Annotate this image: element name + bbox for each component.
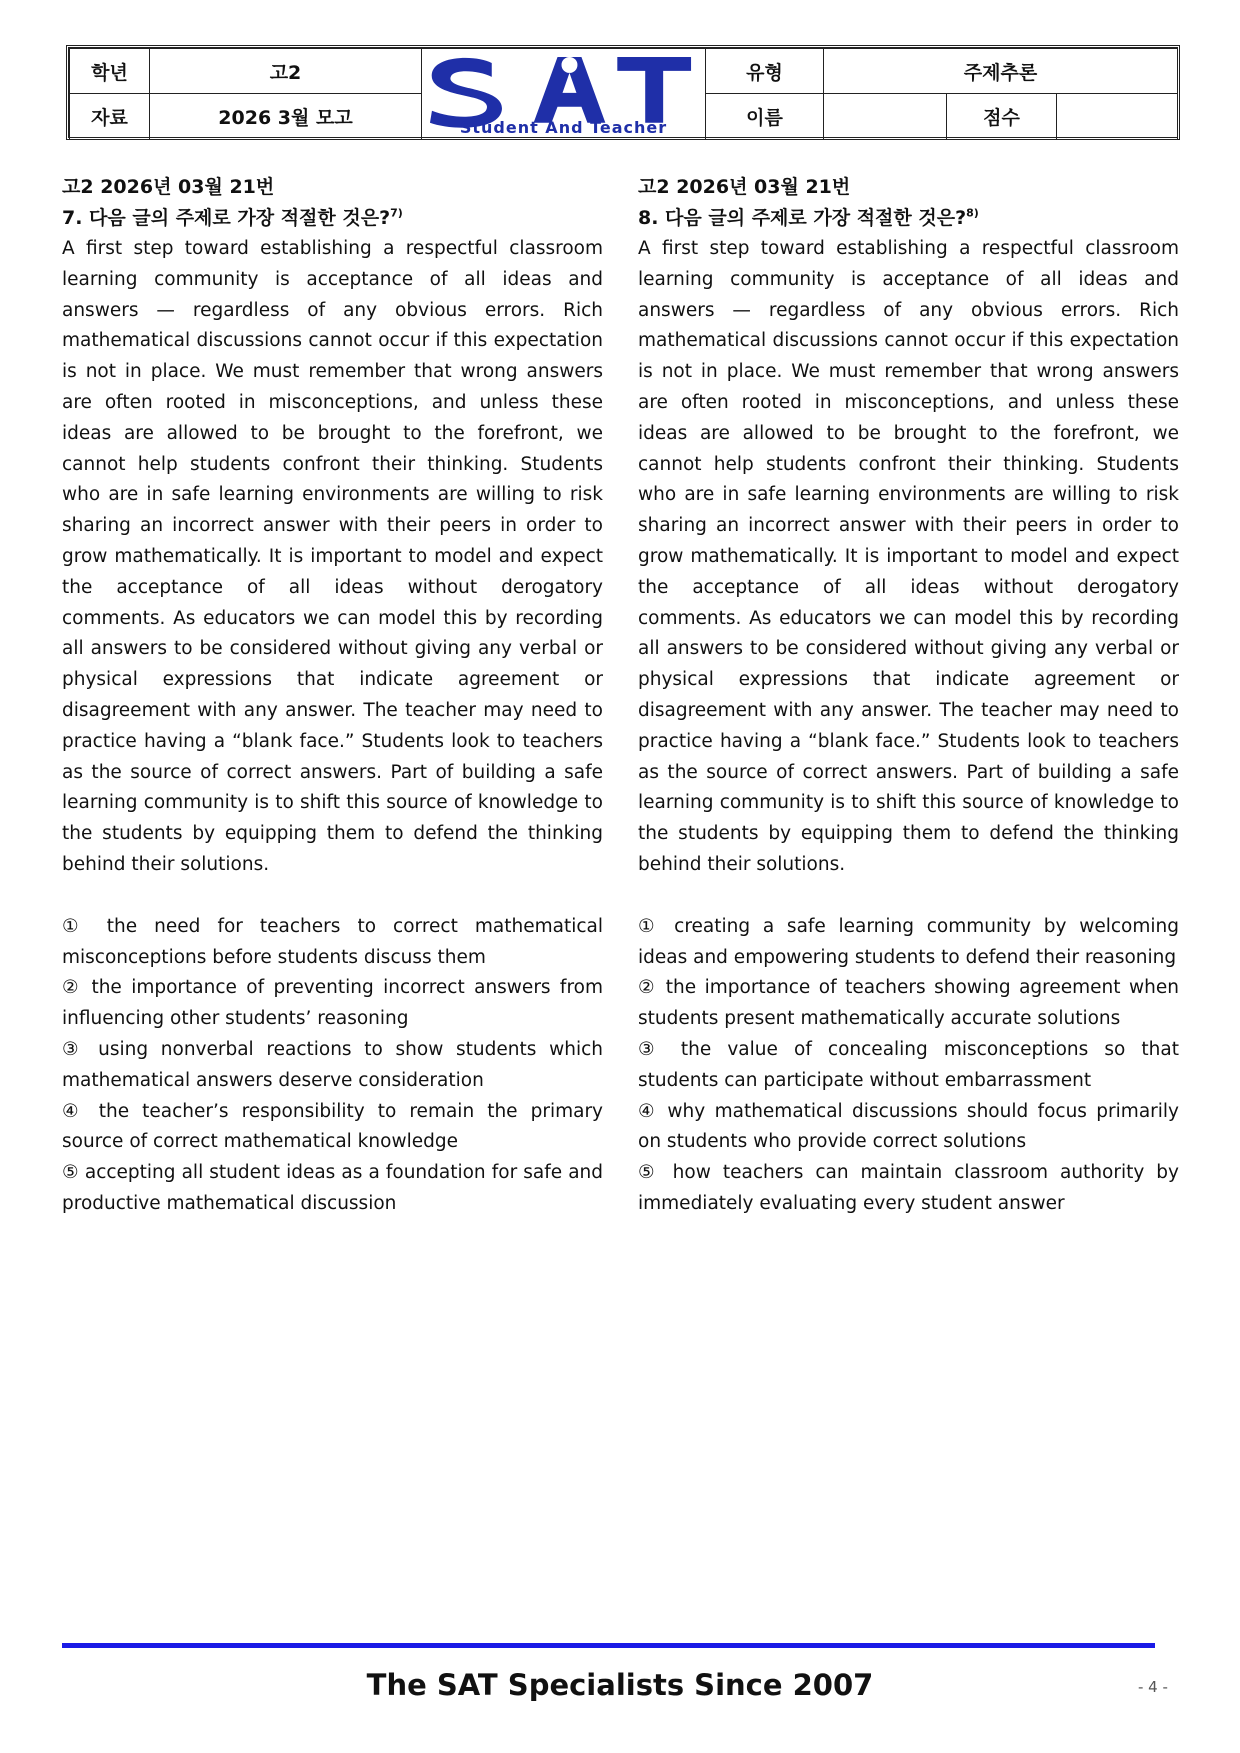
source-value: 2026 3월 모고 xyxy=(150,94,422,139)
choice-list xyxy=(62,912,603,1220)
type-value: 주제추론 xyxy=(824,49,1178,94)
source-label: 자료 xyxy=(70,94,150,139)
header-table xyxy=(66,45,1180,140)
choice-3[interactable]: ③ the value of concealing misconceptions so that students can participate without embarrassment xyxy=(638,1038,1179,1091)
sat-logo xyxy=(422,49,706,140)
footer-slogan: The SAT Specialists Since 2007 xyxy=(366,1668,874,1702)
question-7 xyxy=(62,172,603,1220)
choice-5[interactable]: ⑤ how teachers can maintain classroom authority by immediately evaluating every student answer xyxy=(638,1162,1179,1214)
question-source: 고2 2026년 03월 21번 xyxy=(638,176,851,198)
choice-2[interactable]: ② the importance of teachers showing agreement when students present mathematically accurate solutions xyxy=(638,977,1179,1030)
question-title-text: 7. 다음 글의 주제로 가장 적절한 것은? xyxy=(62,207,391,229)
footnote-marker: 7) xyxy=(390,206,403,220)
name-label: 이름 xyxy=(706,94,824,139)
score-field[interactable] xyxy=(1057,94,1178,139)
footnote-marker: 8) xyxy=(966,206,979,220)
passage: A first step toward establishing a respectful classroom learning community is acceptance of all ideas and answers — regardless of any obvious errors. Rich mathematical discussions cannot occur if this expectation is not in place. We must remember that wrong answers are often rooted in misconceptions, and unless these ideas are allowed to be brought to the forefront, we cannot help students confront their thinking. Students who are in safe learning environments are willing to risk sharing an incorrect answer with their peers in order to grow mathematically. It is important to model and expect the acceptance of all ideas without derogatory comments. As educators we can model this by recording all answers to be considered without giving any verbal or physical expressions that indicate agreement or disagreement with any answer. The teacher may need to practice having a “blank face.” Students look to teachers as the source of correct answers. Part of building a safe learning community is to shift this source of knowledge to the students by equipping them to defend the thinking behind their solutions. xyxy=(62,238,603,875)
choice-4[interactable]: ④ the teacher’s responsibility to remain the primary source of correct mathematical knowledge xyxy=(62,1100,603,1153)
name-field[interactable] xyxy=(824,94,947,139)
choice-1[interactable]: ① the need for teachers to correct mathematical misconceptions before students discuss them xyxy=(62,915,603,968)
score-label: 점수 xyxy=(947,94,1057,139)
question-8 xyxy=(638,172,1179,1220)
question-source: 고2 2026년 03월 21번 xyxy=(62,176,275,198)
question-title-text: 8. 다음 글의 주제로 가장 적절한 것은? xyxy=(638,207,967,229)
choice-list xyxy=(638,912,1179,1220)
question-title xyxy=(62,203,603,234)
grade-value: 고2 xyxy=(150,49,422,94)
footer-divider xyxy=(62,1643,1155,1648)
choice-3[interactable]: ③ using nonverbal reactions to show students which mathematical answers deserve consideration xyxy=(62,1038,603,1091)
choice-1[interactable]: ① creating a safe learning community by welcoming ideas and empowering students to defend their reasoning xyxy=(638,915,1179,968)
question-title xyxy=(638,203,1179,234)
passage: A first step toward establishing a respectful classroom learning community is acceptance of all ideas and answers — regardless of any obvious errors. Rich mathematical discussions cannot occur if this expectation is not in place. We must remember that wrong answers are often rooted in misconceptions, and unless these ideas are allowed to be brought to the forefront, we cannot help students confront their thinking. Students who are in safe learning environments are willing to risk sharing an incorrect answer with their peers in order to grow mathematically. It is important to model and expect the acceptance of all ideas without derogatory comments. As educators we can model this by recording all answers to be considered without giving any verbal or physical expressions that indicate agreement or disagreement with any answer. The teacher may need to practice having a “blank face.” Students look to teachers as the source of correct answers. Part of building a safe learning community is to shift this source of knowledge to the students by equipping them to defend the thinking behind their solutions. xyxy=(638,238,1179,875)
page-number: - 4 - xyxy=(1138,1678,1168,1696)
choice-5[interactable]: ⑤ accepting all student ideas as a foundation for safe and productive mathematical discussion xyxy=(62,1162,603,1214)
grade-label: 학년 xyxy=(70,49,150,94)
choice-2[interactable]: ② the importance of preventing incorrect answers from influencing other students’ reasoning xyxy=(62,977,603,1030)
choice-4[interactable]: ④ why mathematical discussions should focus primarily on students who provide correct solutions xyxy=(638,1100,1179,1153)
type-label: 유형 xyxy=(706,49,824,94)
logo-subtitle: Student And Teacher xyxy=(459,117,668,137)
